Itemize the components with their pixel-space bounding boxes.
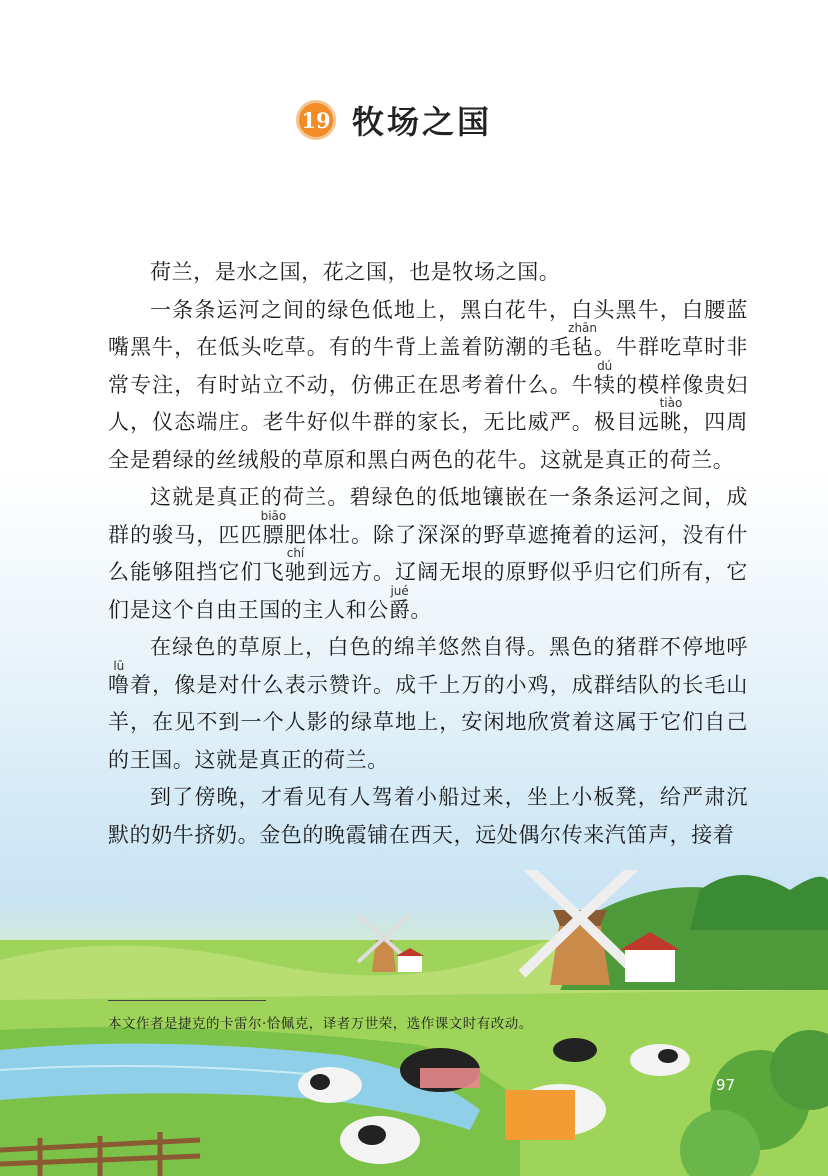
pinyin-annotated-char	[593, 358, 616, 397]
annotated-char: 毡	[568, 335, 598, 359]
annotated-char: 噜	[108, 672, 131, 697]
text-segment: 肥体壮。除了深深的野草遮掩着的运河，没有什么能够阻挡它们飞	[108, 522, 748, 584]
page-number: 97	[716, 1076, 736, 1094]
text-segment: 在绿色的草原上，白色的绵羊悠然自得。黑色的猪群不停地呼	[150, 635, 748, 659]
text-segment: 这就是真正的荷兰。碧绿色的低地镶嵌在一条条运河之间，成群的骏马，匹匹	[108, 485, 748, 547]
pinyin-annotated-char	[659, 396, 683, 434]
paragraph	[108, 254, 748, 292]
pinyin-annotated-char	[260, 508, 287, 547]
text-segment: 荷兰，是水之国，花之国，也是牧场之国。	[150, 260, 561, 284]
pinyin-annotated-char	[108, 658, 131, 697]
lesson-number-badge: 19	[296, 100, 336, 140]
pinyin: tiào	[659, 396, 683, 410]
paragraph	[108, 779, 748, 854]
text-segment: 着，像是对什么表示赞许。成千上万的小鸡，成群结队的长毛山羊，在见不到一个人影的绿草地上，安闲地欣赏着这属于它们自己的王国。这就是真正的荷兰。	[108, 672, 748, 772]
annotated-char: 犊	[593, 372, 616, 397]
text-segment: 到远方。辽阔无垠的原野似乎归它们所有，它们是这个自由王国的主人和公	[108, 560, 748, 622]
annotated-char: 爵	[388, 597, 411, 622]
paragraph	[108, 629, 748, 779]
text-segment: 。牛群吃草时非常专注，有时站立不动，仿佛正在思考着什么。牛	[108, 335, 748, 397]
article-body	[108, 254, 748, 854]
text-segment: 。	[410, 597, 433, 622]
pinyin: zhān	[568, 321, 598, 335]
pinyin-annotated-char	[284, 546, 307, 584]
pinyin: chí	[284, 546, 307, 560]
annotated-char: 驰	[284, 560, 307, 584]
lesson-heading	[0, 94, 828, 146]
page-title: 牧场之国	[351, 103, 492, 141]
pinyin-annotated-char	[568, 321, 598, 359]
text-segment: 到了傍晚，才看见有人驾着小船过来，坐上小板凳，给严肃沉默的奶牛挤奶。金色的晚霞铺在西天，远处偶尔传来汽笛声，接着	[108, 785, 748, 847]
paragraph	[108, 479, 748, 629]
pinyin-annotated-char	[388, 583, 411, 622]
pinyin: biāo	[260, 508, 287, 523]
annotated-char: 膘	[260, 522, 287, 547]
pinyin: dú	[593, 358, 616, 373]
text-segment: 的模样像贵妇人，仪态端庄。老牛好似牛群的家长，无比威严。极目远	[108, 372, 748, 434]
annotated-char: 眺	[659, 410, 683, 434]
footnote-divider	[108, 1000, 266, 1001]
text-segment: 一条条运河之间的绿色低地上，黑白花牛，白头黑牛，白腰蓝嘴黑牛，在低头吃草。有的牛背上盖着防潮的毛	[108, 297, 748, 359]
paragraph	[108, 292, 748, 480]
pinyin: jué	[388, 583, 411, 598]
text-segment: ，四周全是碧绿的丝绒般的草原和黑白两色的花牛。这就是真正的荷兰。	[108, 410, 748, 472]
pinyin: lū	[108, 658, 130, 673]
footnote: 本文作者是捷克的卡雷尔·恰佩克，译者万世荣，选作课文时有改动。	[108, 1016, 533, 1032]
